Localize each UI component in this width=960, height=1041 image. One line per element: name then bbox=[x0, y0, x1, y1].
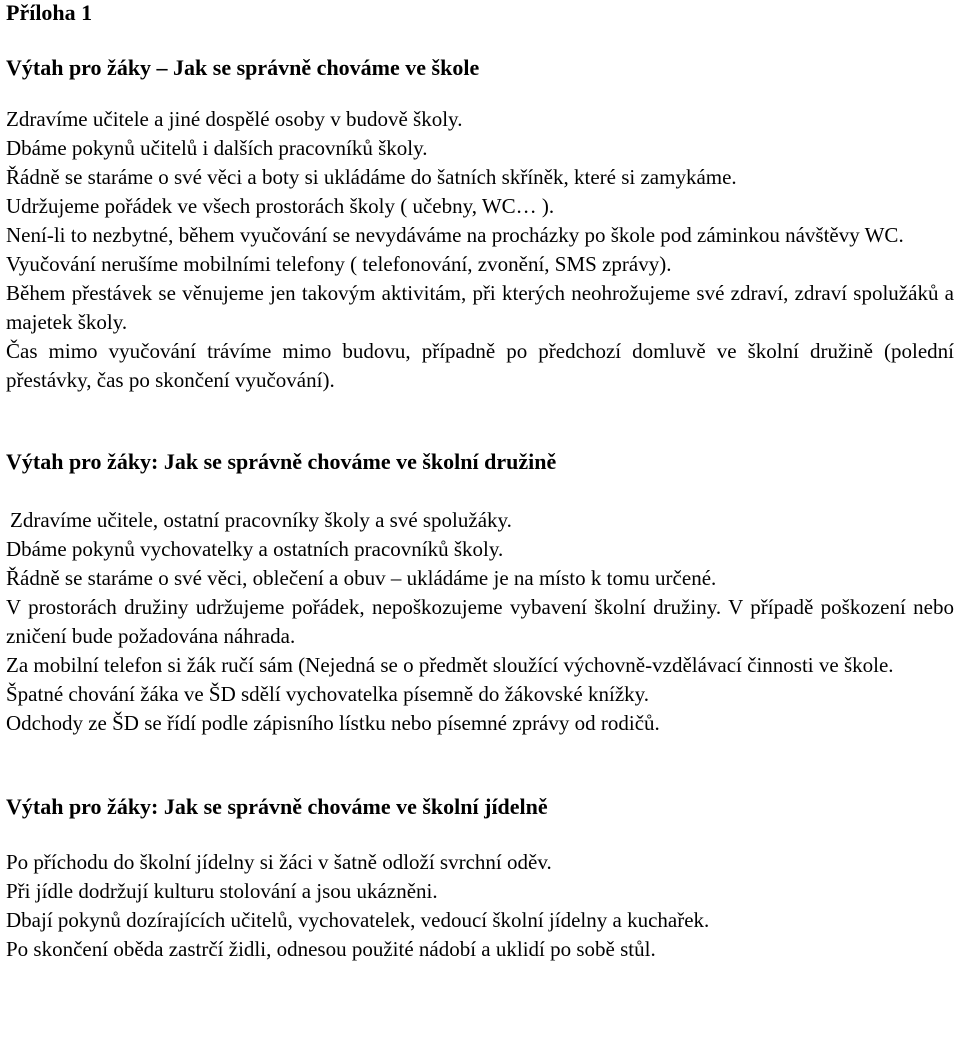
rule-item: Špatné chování žáka ve ŠD sdělí vychovatelka písemně do žákovské knížky. bbox=[6, 682, 650, 706]
rule-item: Po příchodu do školní jídelny si žáci v šatně odloží svrchní oděv. bbox=[6, 850, 552, 874]
rule-item: Dbáme pokynů učitelů i dalších pracovníků školy. bbox=[6, 136, 428, 160]
appendix-title: Příloha 1 bbox=[6, 0, 93, 25]
rule-item: Zdravíme učitele, ostatní pracovníky školy a své spolužáky. bbox=[10, 508, 512, 532]
rule-item: Během přestávek se věnujeme jen takovým aktivitám, při kterých neohrožujeme své zdraví, zdraví spolužáků a majetek školy. bbox=[6, 281, 954, 334]
rule-item: Při jídle dodržují kulturu stolování a jsou ukázněni. bbox=[6, 879, 438, 903]
section-title-after-school-club: Výtah pro žáky: Jak se správně chováme ve školní družině bbox=[6, 449, 557, 474]
rules-list-canteen bbox=[6, 848, 954, 964]
rule-item: Zdravíme učitele a jiné dospělé osoby v budově školy. bbox=[6, 107, 463, 131]
rule-item: Za mobilní telefon si žák ručí sám (Nejedná se o předmět sloužící výchovně-vzdělávací činnosti ve škole. bbox=[6, 653, 894, 677]
rule-item: Vyučování nerušíme mobilními telefony ( telefonování, zvonění, SMS zprávy). bbox=[6, 252, 672, 276]
section-title-canteen: Výtah pro žáky: Jak se správně chováme ve školní jídelně bbox=[6, 794, 548, 819]
rule-item: Řádně se staráme o své věci a boty si ukládáme do šatních skříněk, které si zamykáme. bbox=[6, 165, 737, 189]
rules-list-school bbox=[6, 105, 954, 395]
rule-item: Řádně se staráme o své věci, oblečení a obuv – ukládáme je na místo k tomu určené. bbox=[6, 566, 717, 590]
rule-item: Odchody ze ŠD se řídí podle zápisního lístku nebo písemné zprávy od rodičů. bbox=[6, 711, 660, 735]
rules-list-after-school-club bbox=[6, 506, 954, 738]
rule-item: Po skončení oběda zastrčí židli, odnesou použité nádobí a uklidí po sobě stůl. bbox=[6, 937, 656, 961]
rule-item: Dbají pokynů dozírajících učitelů, vychovatelek, vedoucí školní jídelny a kuchařek. bbox=[6, 908, 710, 932]
rule-item: Není-li to nezbytné, během vyučování se nevydáváme na procházky po škole pod záminkou návštěvy WC. bbox=[6, 223, 904, 247]
rule-item: Dbáme pokynů vychovatelky a ostatních pracovníků školy. bbox=[6, 537, 504, 561]
rule-item: Čas mimo vyučování trávíme mimo budovu, případně po předchozí domluvě ve školní družině (polední přestávky, čas po skončení vyučování). bbox=[6, 339, 954, 392]
rule-item: V prostorách družiny udržujeme pořádek, nepoškozujeme vybavení školní družiny. V případě poškození nebo zničení bude požadována náhrada. bbox=[6, 595, 954, 648]
rule-item: Udržujeme pořádek ve všech prostorách školy ( učebny, WC… ). bbox=[6, 194, 555, 218]
section-title-school: Výtah pro žáky – Jak se správně chováme ve škole bbox=[6, 55, 480, 80]
